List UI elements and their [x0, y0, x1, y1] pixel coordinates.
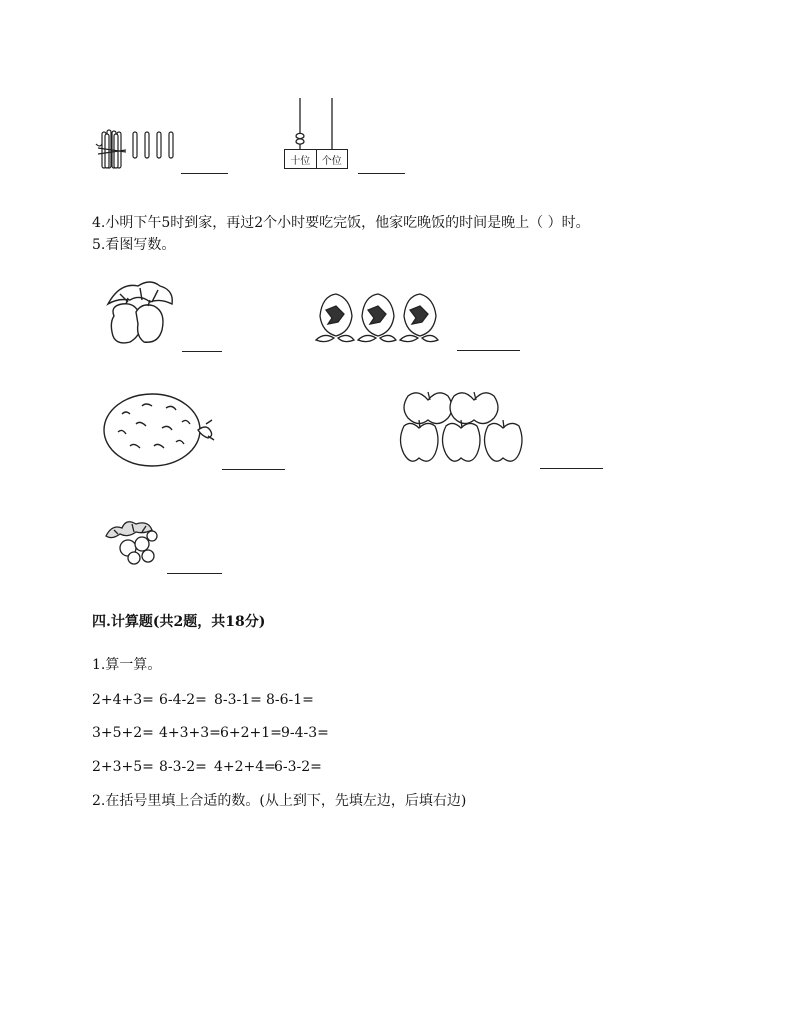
- calc-expression: 8-6-1=: [266, 692, 314, 708]
- calc-expression: 2+4+3=: [92, 692, 154, 708]
- peach-icon: [314, 292, 444, 346]
- answer-line-apple: [540, 468, 603, 469]
- answer-line-peach: [457, 350, 520, 351]
- calc-question-2: 2.在括号里填上合适的数。(从上到下，先填左边，后填右边): [92, 793, 467, 809]
- watermelon-icon: [102, 390, 218, 470]
- tens-place-label: 十位: [290, 155, 311, 167]
- counting-sticks-icon: [96, 124, 186, 176]
- ones-place-label: 个位: [316, 150, 348, 168]
- apple-icon: [398, 388, 528, 466]
- calc-expression: 8-3-1=: [214, 692, 262, 708]
- answer-line-sticks: [181, 173, 228, 174]
- mango-icon: [100, 276, 180, 346]
- answer-line-watermelon: [222, 469, 285, 470]
- answer-line-mango: [182, 351, 222, 352]
- question-5: 5.看图写数。: [92, 237, 176, 253]
- abacus-icon: [284, 98, 348, 150]
- calc-expression: 3+5+2=: [92, 725, 154, 741]
- calc-expression: 8-3-2=: [159, 759, 207, 775]
- calc-expression: 4+2+4=: [214, 759, 276, 775]
- section-4-title: 四.计算题(共2题，共18分): [92, 614, 266, 630]
- place-value-box: [284, 149, 348, 169]
- calc-expression: 6+2+1=: [220, 725, 282, 741]
- calc-expression: 2+3+5=: [92, 759, 154, 775]
- calc-expression: 6-3-2=: [274, 759, 322, 775]
- calc-expression: 6-4-2=: [159, 692, 207, 708]
- calc-expression: 4+3+3=: [159, 725, 221, 741]
- berries-icon: [104, 516, 162, 566]
- answer-line-abacus: [358, 173, 405, 174]
- calc-expression: 9-4-3=: [281, 725, 329, 741]
- question-4: 4.小明下午5时到家，再过2个小时要吃完饭，他家吃晚饭的时间是晚上（ ）时。: [92, 215, 590, 231]
- calc-question-1: 1.算一算。: [92, 657, 162, 673]
- answer-line-berries: [167, 573, 222, 574]
